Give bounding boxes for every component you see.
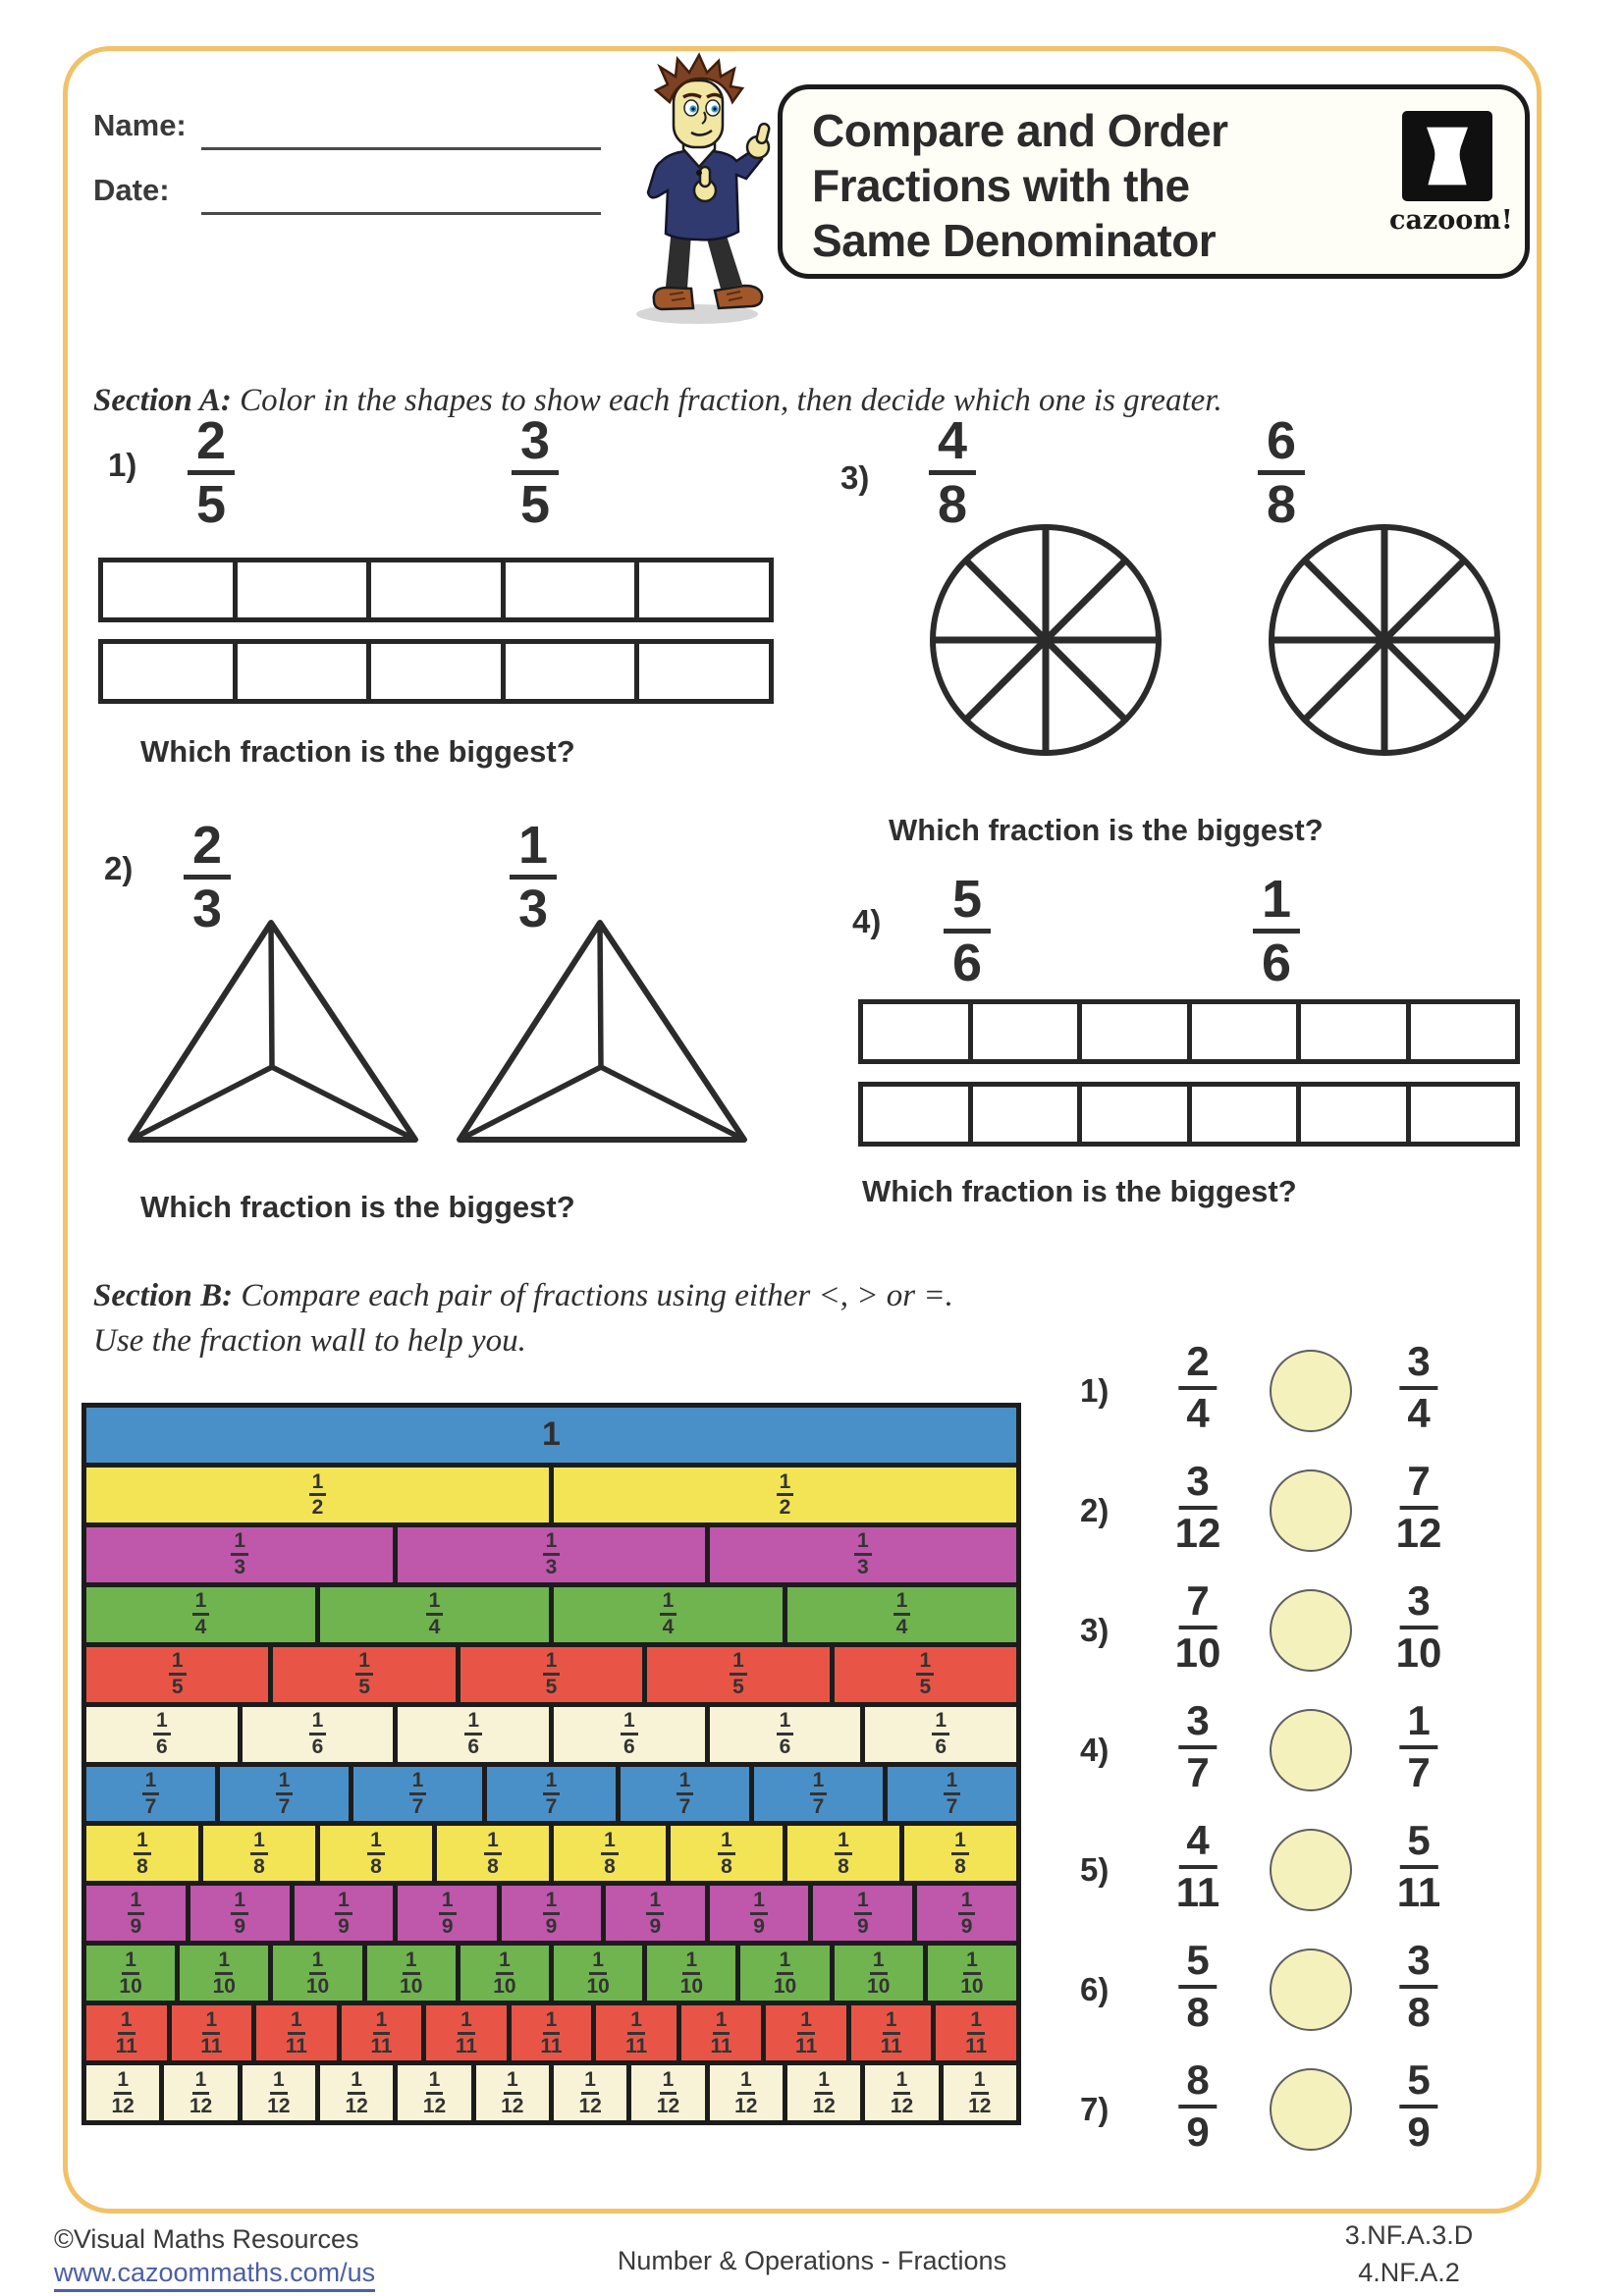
wall-cell-1-8 <box>320 1826 432 1881</box>
problem-2-right-fraction: $\frac{1}{3}$ <box>510 825 557 930</box>
wall-fraction-label: 1 6 <box>309 1712 327 1756</box>
wall-cell-1-10 <box>86 1946 175 2001</box>
sectionB-problem-5-number: 5) <box>1080 1851 1110 1888</box>
wall-cell-1-10 <box>460 1946 549 2001</box>
problem-1-bar-top <box>98 558 774 622</box>
cazoom-logo-text: cazoom! <box>1389 205 1513 236</box>
wall-cell-1-7 <box>220 1767 349 1822</box>
wall-cell-1-4 <box>787 1587 1016 1642</box>
wall-fraction-label: 1 7 <box>142 1772 160 1816</box>
problem-4-bar-top <box>858 999 1520 1064</box>
wall-cell-1-3 <box>86 1527 393 1582</box>
problem-4-left-fraction: $\frac{5}{6}$ <box>944 879 991 984</box>
wall-cell-1-8 <box>787 1826 899 1881</box>
problem-1-bar-bottom <box>98 639 774 704</box>
wall-cell-1-7 <box>487 1767 616 1822</box>
date-input-line[interactable] <box>201 212 601 215</box>
wall-cell-1-11 <box>851 2005 932 2060</box>
wall-cell-1-8 <box>554 1826 666 1881</box>
wall-fraction-label: 1 5 <box>730 1652 747 1696</box>
name-label: Name: <box>93 108 187 142</box>
bar-cell[interactable] <box>1301 1087 1406 1142</box>
wall-cell-1-5 <box>647 1647 829 1702</box>
wall-cell-1-5 <box>86 1647 268 1702</box>
bar-cell[interactable] <box>1082 1087 1187 1142</box>
sectionB-problem-3-right-fraction: $\frac{3}{10}$ <box>1395 1577 1442 1676</box>
wall-fraction-label: 1 7 <box>677 1772 694 1816</box>
wall-fraction-label: 1 8 <box>601 1832 619 1876</box>
problem-2-question: Which fraction is the biggest? <box>140 1190 575 1224</box>
wall-fraction-label: 1 12 <box>734 2067 758 2117</box>
wall-cell-1-1 <box>86 1408 1016 1463</box>
wall-cell-1-6 <box>554 1707 705 1762</box>
bar-cell[interactable] <box>1411 1004 1516 1059</box>
bar-cell[interactable] <box>863 1004 968 1059</box>
sectionB-problem-2-left-fraction: $\frac{3}{12}$ <box>1174 1458 1221 1556</box>
wall-cell-1-10 <box>180 1946 268 2001</box>
wall-cell-1-12 <box>554 2065 626 2120</box>
wall-fraction-label: 1 8 <box>951 1832 969 1876</box>
wall-cell-1-10 <box>740 1946 829 2001</box>
wall-fraction-label: 1 9 <box>439 1892 457 1936</box>
wall-cell-1-8 <box>86 1826 198 1881</box>
wall-fraction-label: 1 9 <box>958 1892 976 1936</box>
answer-circle-1[interactable] <box>1270 1350 1352 1432</box>
wall-cell-1-10 <box>647 1946 735 2001</box>
problem-1-right-fraction: $\frac{3}{5}$ <box>512 420 559 525</box>
wall-fraction-label: 1 6 <box>464 1712 482 1756</box>
wall-fraction-label: 1 12 <box>189 2067 213 2117</box>
name-input-line[interactable] <box>201 147 601 150</box>
wall-cell-1-6 <box>86 1707 238 1762</box>
bar-cell[interactable] <box>103 644 233 699</box>
sectionB-problem-6-number: 6) <box>1080 1971 1110 2007</box>
sectionB-problem-7-number: 7) <box>1080 2091 1110 2127</box>
problem-4-right-fraction: $\frac{1}{6}$ <box>1253 879 1300 984</box>
wall-cell-1-12 <box>944 2065 1016 2120</box>
wall-cell-1-7 <box>86 1767 215 1822</box>
wall-fraction-label: 1 4 <box>660 1592 677 1636</box>
wall-cell-1-11 <box>342 2005 422 2060</box>
wall-fraction-label: 1 10 <box>960 1948 984 1998</box>
wall-fraction-label: 1 12 <box>578 2067 602 2117</box>
wall-cell-1-7 <box>621 1767 749 1822</box>
sectionB-problem-7-left-fraction: $\frac{8}{9}$ <box>1178 2064 1217 2149</box>
wall-cell-1-8 <box>437 1826 549 1881</box>
wall-fraction-label: 1 9 <box>854 1892 872 1936</box>
sectionB-problem-5-right-fraction: $\frac{5}{11}$ <box>1396 1817 1441 1915</box>
cazoom-logo <box>1389 111 1513 236</box>
wall-fraction-label: 1 11 <box>200 2007 223 2057</box>
wall-fraction-label: 1 9 <box>543 1892 561 1936</box>
bar-cell[interactable] <box>371 644 501 699</box>
answer-circle-6[interactable] <box>1270 1949 1352 2031</box>
wall-cell-1-7 <box>353 1767 482 1822</box>
wall-fraction-label: 1 11 <box>624 2007 648 2057</box>
wall-fraction-label: 1 6 <box>153 1712 171 1756</box>
wall-row-2 <box>86 1468 1016 1522</box>
wall-row-10 <box>86 1946 1016 2001</box>
sectionB-problem-1-right-fraction: $\frac{3}{4}$ <box>1399 1346 1437 1430</box>
wall-cell-1-11 <box>512 2005 592 2060</box>
wall-cell-1-5 <box>273 1647 455 1702</box>
bar-cell[interactable] <box>238 562 367 617</box>
problem-2-right-triangle[interactable] <box>455 918 749 1146</box>
wall-cell-1-10 <box>367 1946 456 2001</box>
bar-cell[interactable] <box>371 562 501 617</box>
wall-fraction-label: 1 11 <box>710 2007 732 2057</box>
wall-cell-1-2 <box>554 1468 1016 1522</box>
bar-cell[interactable] <box>973 1087 1078 1142</box>
wall-fraction-label: 1 10 <box>867 1948 891 1998</box>
bar-cell[interactable] <box>1301 1004 1406 1059</box>
wall-fraction-label: 1 3 <box>231 1532 248 1576</box>
answer-circle-5[interactable] <box>1270 1829 1352 1911</box>
wall-cell-1-12 <box>164 2065 237 2120</box>
wall-cell-1-6 <box>865 1707 1016 1762</box>
wall-cell-1-5 <box>835 1647 1016 1702</box>
wall-cell-1-8 <box>904 1826 1016 1881</box>
bar-cell[interactable] <box>863 1087 968 1142</box>
wall-cell-1-9 <box>86 1886 186 1941</box>
wall-fraction-label: 1 12 <box>656 2067 680 2117</box>
wall-fraction-label: 1 8 <box>250 1832 268 1876</box>
problem-2-left-fraction: $\frac{2}{3}$ <box>184 825 231 930</box>
wall-cell-1-11 <box>596 2005 677 2060</box>
wall-row-4 <box>86 1587 1016 1642</box>
answer-circle-3[interactable] <box>1270 1589 1352 1672</box>
wall-fraction-label: 1 8 <box>367 1832 385 1876</box>
bar-cell[interactable] <box>506 644 635 699</box>
wall-cell-1-10 <box>835 1946 923 2001</box>
wall-cell-1-3 <box>710 1527 1016 1582</box>
wall-cell-1-5 <box>460 1647 642 1702</box>
sectionA-heading-text: Color in the shapes to show each fraction, then decide which one is greater. <box>231 383 1222 418</box>
wall-fraction-label: 1 5 <box>169 1652 187 1696</box>
fraction-wall <box>81 1403 1021 2125</box>
footer-standards <box>1296 2216 1522 2291</box>
wall-fraction-label: 1 11 <box>795 2007 818 2057</box>
wall-fraction-label: 1 11 <box>880 2007 902 2057</box>
wall-fraction-label: 1 8 <box>484 1832 502 1876</box>
wall-fraction-label: 1 10 <box>773 1948 797 1998</box>
wall-fraction-label: 1 10 <box>305 1948 330 1998</box>
sectionB-heading-line2: Use the fraction wall to help you. <box>93 1323 526 1359</box>
problem-3-question: Which fraction is the biggest? <box>889 813 1324 847</box>
wall-cell-1-12 <box>243 2065 315 2120</box>
wall-fraction-label: 1 6 <box>777 1712 794 1756</box>
date-label: Date: <box>93 173 170 207</box>
wall-cell-1-9 <box>606 1886 705 1941</box>
wall-fraction-label: 1 7 <box>276 1772 294 1816</box>
wall-cell-1-11 <box>936 2005 1016 2060</box>
wall-cell-1-6 <box>243 1707 394 1762</box>
wall-cell-1-11 <box>681 2005 762 2060</box>
wall-fraction-label: 1 4 <box>192 1592 210 1636</box>
wall-cell-1-9 <box>190 1886 290 1941</box>
wall-fraction-label: 1 11 <box>455 2007 478 2057</box>
sectionB-heading-text: Compare each pair of fractions using either <, > or =. <box>233 1278 953 1313</box>
wall-cell-1-9 <box>398 1886 497 1941</box>
sectionB-problem-3-number: 3) <box>1080 1612 1110 1648</box>
wall-fraction-label: 1 10 <box>493 1948 516 1998</box>
wall-fraction-label: 1 2 <box>309 1473 327 1518</box>
wall-fraction-label: 1 10 <box>400 1948 423 1998</box>
wall-fraction-label: 1 7 <box>409 1772 427 1816</box>
problem-3-right-fraction: $\frac{6}{8}$ <box>1258 420 1305 525</box>
wall-label-one: 1 <box>542 1415 561 1454</box>
wall-fraction-label: 1 11 <box>285 2007 307 2057</box>
answer-circle-4[interactable] <box>1270 1709 1352 1791</box>
wall-fraction-label: 1 7 <box>810 1772 828 1816</box>
sectionB-heading-label: Section B: <box>93 1278 234 1313</box>
problem-2-number: 2) <box>104 850 134 886</box>
sectionB-problem-6-left-fraction: $\frac{5}{8}$ <box>1178 1945 1217 2029</box>
wall-row-5 <box>86 1647 1016 1702</box>
problem-1-question: Which fraction is the biggest? <box>140 734 575 769</box>
wall-cell-1-4 <box>86 1587 315 1642</box>
problem-2-left-triangle[interactable] <box>126 918 420 1146</box>
bar-cell[interactable] <box>1411 1087 1516 1142</box>
wall-cell-1-7 <box>754 1767 883 1822</box>
wall-fraction-label: 1 5 <box>916 1652 934 1696</box>
wall-fraction-label: 1 3 <box>854 1532 872 1576</box>
problem-4-question: Which fraction is the biggest? <box>862 1174 1297 1208</box>
wall-cell-1-7 <box>888 1767 1016 1822</box>
sectionB-problem-4-right-fraction: $\frac{1}{7}$ <box>1399 1705 1437 1789</box>
wall-cell-1-10 <box>554 1946 642 2001</box>
sectionB-problem-4-left-fraction: $\frac{3}{7}$ <box>1178 1705 1217 1789</box>
wall-cell-1-11 <box>426 2005 507 2060</box>
sectionB-problem-7-right-fraction: $\frac{5}{9}$ <box>1399 2064 1437 2149</box>
wall-row-12 <box>86 2065 1016 2120</box>
title-box <box>778 84 1530 279</box>
wall-fraction-label: 1 5 <box>543 1652 561 1696</box>
wall-fraction-label: 1 10 <box>586 1948 610 1998</box>
sectionB-problem-6-right-fraction: $\frac{3}{8}$ <box>1399 1945 1437 2029</box>
wall-fraction-label: 1 11 <box>965 2007 988 2057</box>
wall-cell-1-11 <box>86 2005 167 2060</box>
sectionA-heading-label: Section A: <box>93 383 232 418</box>
problem-3-right-circle[interactable] <box>1265 520 1504 760</box>
wall-fraction-label: 1 7 <box>543 1772 561 1816</box>
wall-cell-1-9 <box>813 1886 912 1941</box>
wall-cell-1-11 <box>766 2005 846 2060</box>
sectionB-problem-5-left-fraction: $\frac{4}{11}$ <box>1175 1817 1220 1915</box>
wall-fraction-label: 1 9 <box>231 1892 248 1936</box>
bar-cell[interactable] <box>1192 1004 1297 1059</box>
wall-fraction-label: 1 3 <box>543 1532 561 1576</box>
sectionB-problem-3-left-fraction: $\frac{7}{10}$ <box>1174 1577 1221 1676</box>
wall-cell-1-8 <box>203 1826 315 1881</box>
wall-fraction-label: 1 2 <box>777 1473 794 1518</box>
wall-fraction-label: 1 8 <box>134 1832 151 1876</box>
wall-cell-1-11 <box>256 2005 337 2060</box>
wall-fraction-label: 1 9 <box>750 1892 768 1936</box>
wall-cell-1-12 <box>476 2065 549 2120</box>
wall-cell-1-4 <box>320 1587 549 1642</box>
footer-copyright: ©Visual Maths Resources <box>54 2224 359 2254</box>
wall-fraction-label: 1 11 <box>540 2007 563 2057</box>
bar-cell[interactable] <box>1192 1087 1297 1142</box>
wall-cell-1-10 <box>928 1946 1016 2001</box>
bar-cell[interactable] <box>238 644 367 699</box>
bar-cell[interactable] <box>1082 1004 1187 1059</box>
wall-cell-1-9 <box>295 1886 394 1941</box>
wall-cell-1-8 <box>671 1826 783 1881</box>
footer-url-link[interactable]: www.cazoommaths.com/us <box>54 2258 375 2292</box>
wall-cell-1-2 <box>86 1468 549 1522</box>
bar-cell[interactable] <box>639 562 769 617</box>
wall-fraction-label: 1 7 <box>944 1772 961 1816</box>
wall-fraction-label: 1 12 <box>501 2067 524 2117</box>
wall-fraction-label: 1 10 <box>212 1948 236 1998</box>
wall-row-6 <box>86 1707 1016 1762</box>
wall-cell-1-10 <box>273 1946 361 2001</box>
problem-1-left-fraction: $\frac{2}{5}$ <box>188 420 235 525</box>
wall-cell-1-9 <box>917 1886 1016 1941</box>
wall-fraction-label: 1 11 <box>115 2007 137 2057</box>
wall-cell-1-9 <box>502 1886 601 1941</box>
wall-cell-1-12 <box>865 2065 938 2120</box>
sectionB-problem-1-left-fraction: $\frac{2}{4}$ <box>1178 1346 1217 1430</box>
problem-4-number: 4) <box>852 903 882 939</box>
wall-cell-1-12 <box>631 2065 704 2120</box>
wall-fraction-label: 1 9 <box>335 1892 352 1936</box>
answer-circle-7[interactable] <box>1270 2068 1352 2151</box>
wall-fraction-label: 1 12 <box>812 2067 836 2117</box>
wall-cell-1-12 <box>320 2065 393 2120</box>
wall-row-7 <box>86 1767 1016 1822</box>
problem-1-number: 1) <box>108 447 137 483</box>
wall-cell-1-9 <box>710 1886 809 1941</box>
wall-fraction-label: 1 8 <box>835 1832 852 1876</box>
sectionB-problem-1-number: 1) <box>1080 1372 1110 1409</box>
bar-cell[interactable] <box>506 562 635 617</box>
wall-fraction-label: 1 12 <box>968 2067 992 2117</box>
sectionB-problem-2-right-fraction: $\frac{7}{12}$ <box>1395 1458 1442 1556</box>
wall-fraction-label: 1 10 <box>679 1948 703 1998</box>
sectionA-heading <box>93 383 1222 419</box>
wall-fraction-label: 1 11 <box>370 2007 393 2057</box>
worksheet-title: Compare and Order Fractions with the Same Denominator <box>812 105 1228 267</box>
wall-cell-1-11 <box>172 2005 252 2060</box>
wall-cell-1-6 <box>710 1707 861 1762</box>
bar-cell[interactable] <box>973 1004 1078 1059</box>
wall-row-3 <box>86 1527 1016 1582</box>
wall-fraction-label: 1 12 <box>267 2067 291 2117</box>
problem-4-bar-bottom <box>858 1082 1520 1147</box>
footer-standard-2: 4.NF.A.2 <box>1358 2258 1460 2287</box>
wall-fraction-label: 1 4 <box>893 1592 911 1636</box>
wall-fraction-label: 1 9 <box>646 1892 664 1936</box>
wall-cell-1-6 <box>398 1707 549 1762</box>
wall-fraction-label: 1 12 <box>111 2067 135 2117</box>
wall-row-11 <box>86 2005 1016 2060</box>
wall-row-1 <box>86 1408 1016 1463</box>
problem-3-left-circle[interactable] <box>926 520 1165 760</box>
wall-cell-1-12 <box>710 2065 783 2120</box>
sectionB-problem-4-number: 4) <box>1080 1732 1110 1768</box>
problem-3-number: 3) <box>840 459 870 496</box>
sectionB-heading <box>93 1278 953 1314</box>
wall-fraction-label: 1 8 <box>718 1832 735 1876</box>
bar-cell[interactable] <box>103 562 233 617</box>
wall-cell-1-12 <box>398 2065 470 2120</box>
wall-cell-1-12 <box>86 2065 159 2120</box>
wall-fraction-label: 1 12 <box>890 2067 914 2117</box>
mascot-boy-illustration <box>611 51 787 328</box>
wall-cell-1-12 <box>787 2065 860 2120</box>
problem-3-left-fraction: $\frac{4}{8}$ <box>929 420 976 525</box>
footer-standard-1: 3.NF.A.3.D <box>1344 2220 1474 2250</box>
wall-fraction-label: 1 6 <box>932 1712 949 1756</box>
answer-circle-2[interactable] <box>1270 1469 1352 1552</box>
wall-fraction-label: 1 12 <box>345 2067 368 2117</box>
wall-cell-1-4 <box>554 1587 783 1642</box>
wall-fraction-label: 1 12 <box>422 2067 447 2117</box>
footer-topic: Number & Operations - Fractions <box>617 2246 1007 2275</box>
wall-fraction-label: 1 9 <box>128 1892 145 1936</box>
bar-cell[interactable] <box>639 644 769 699</box>
wall-row-9 <box>86 1886 1016 1941</box>
sectionB-problem-2-number: 2) <box>1080 1492 1110 1528</box>
wall-fraction-label: 1 5 <box>355 1652 373 1696</box>
wall-row-8 <box>86 1826 1016 1881</box>
cazoom-logo-icon <box>1402 111 1492 201</box>
wall-fraction-label: 1 10 <box>119 1948 142 1998</box>
wall-fraction-label: 1 4 <box>426 1592 444 1636</box>
wall-cell-1-3 <box>398 1527 704 1582</box>
wall-fraction-label: 1 6 <box>621 1712 638 1756</box>
